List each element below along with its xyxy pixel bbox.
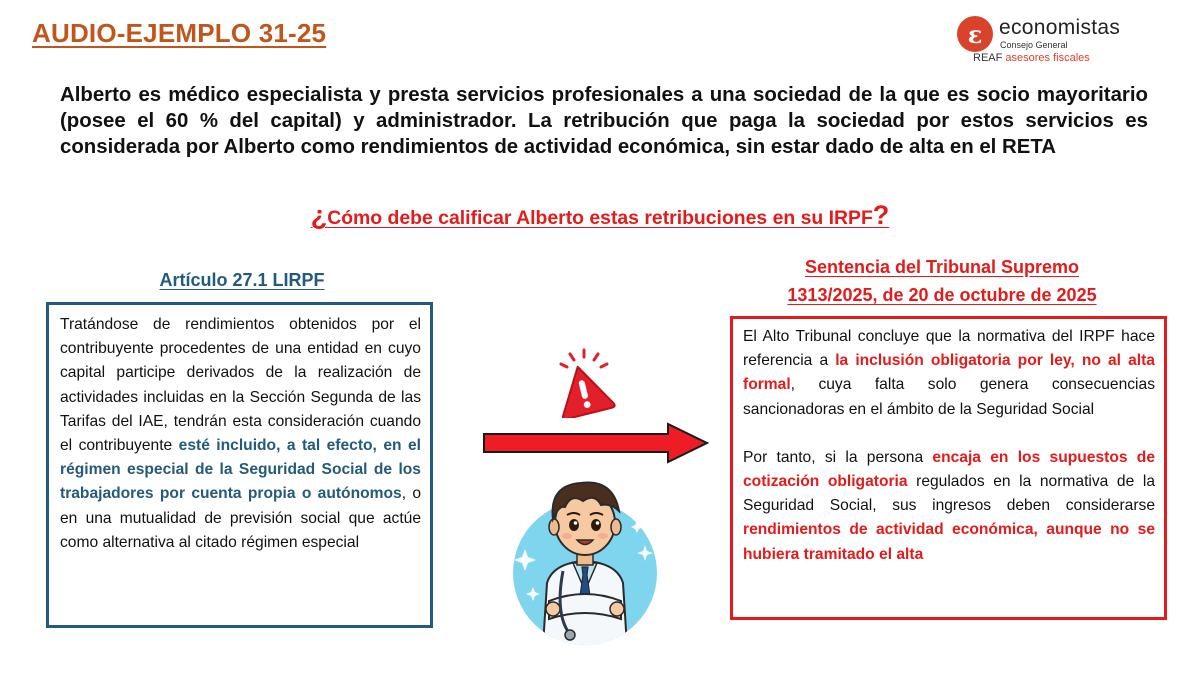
ruling-p2-text-b: regulados en la normativa de la Seguridad Social, sus ingresos deben considerarse <box>743 473 1155 515</box>
question-close-mark: ? <box>872 200 890 230</box>
economistas-logo <box>955 14 1145 70</box>
question-open-mark: ¿ <box>310 200 328 230</box>
ruling-p1-text-a: El Alto Tribunal concluye que la normativa del IRPF hace referencia a <box>743 328 1155 370</box>
question-text: Cómo debe calificar Alberto estas retribuciones en su IRPF <box>327 207 873 229</box>
ruling-title-line2: 1313/2025, de 20 de octubre de 2025 <box>787 285 1097 305</box>
ruling-p2-text-a: Por tanto, si la persona <box>743 448 933 466</box>
ruling-p2-highlight-1: encaja en los supuestos de cotización obligatoria <box>743 448 1155 491</box>
logo-reaf <box>973 52 1090 64</box>
article-box <box>46 302 433 628</box>
ruling-p1-highlight: la inclusión obligatoria por ley, no al alta formal <box>743 352 1155 394</box>
doctor-illustration <box>503 463 668 646</box>
logo-subtitle: Consejo General <box>1000 40 1068 50</box>
logo-reaf-sub: asesores fiscales <box>1005 52 1090 64</box>
question <box>0 200 1200 231</box>
ruling-paragraph-1 <box>743 325 1155 422</box>
logo-mark-icon: ε <box>957 16 993 52</box>
page-title: AUDIO-EJEMPLO 31-25 <box>32 18 327 48</box>
logo-name: economistas <box>999 16 1121 39</box>
ruling-paragraph-2 <box>743 446 1155 567</box>
ruling-title <box>738 253 1146 309</box>
case-statement: Alberto es médico especialista y presta servicios profesionales a una sociedad de la que es socio mayoritario (posee el 60 % del capital) y administrador. La retribución que paga la sociedad por estos servicios es considerada por Alberto como rendimientos de actividad económica, sin estar dado de alta en el RETA <box>60 84 1148 158</box>
article-text-a: Tratándose de rendimientos obtenidos por el contribuyente procedentes de una entidad en cuyo capital participe derivados de la realización de actividades incluidas en la Sección Segunda de las Tarifas del IAE, tendrán esta consideración cuando el contribuyente <box>60 316 421 455</box>
article-text-b: , o en una mutualidad de previsión social que actúe como alternativa al citado régimen especial <box>60 485 421 551</box>
warning-icon <box>548 346 620 418</box>
logo-reaf-label: REAF <box>973 52 1003 64</box>
ruling-title-line1: Sentencia del Tribunal Supremo <box>804 257 1080 277</box>
article-text-highlight: esté incluido, a tal efecto, en el régimen especial de la Seguridad Social de los trabajadores por cuenta propia o autónomos <box>60 437 421 503</box>
ruling-p2-highlight-2: rendimientos de actividad económica, aunque no se hubiera tramitado el alta <box>743 521 1155 563</box>
ruling-p1-text-b: , cuya falta solo genera consecuencias sancionadoras en el ámbito de la Seguridad Social <box>743 376 1155 418</box>
ruling-box <box>730 316 1167 620</box>
article-title: Artículo 27.1 LIRPF <box>159 270 325 290</box>
right-arrow-icon <box>482 422 710 464</box>
